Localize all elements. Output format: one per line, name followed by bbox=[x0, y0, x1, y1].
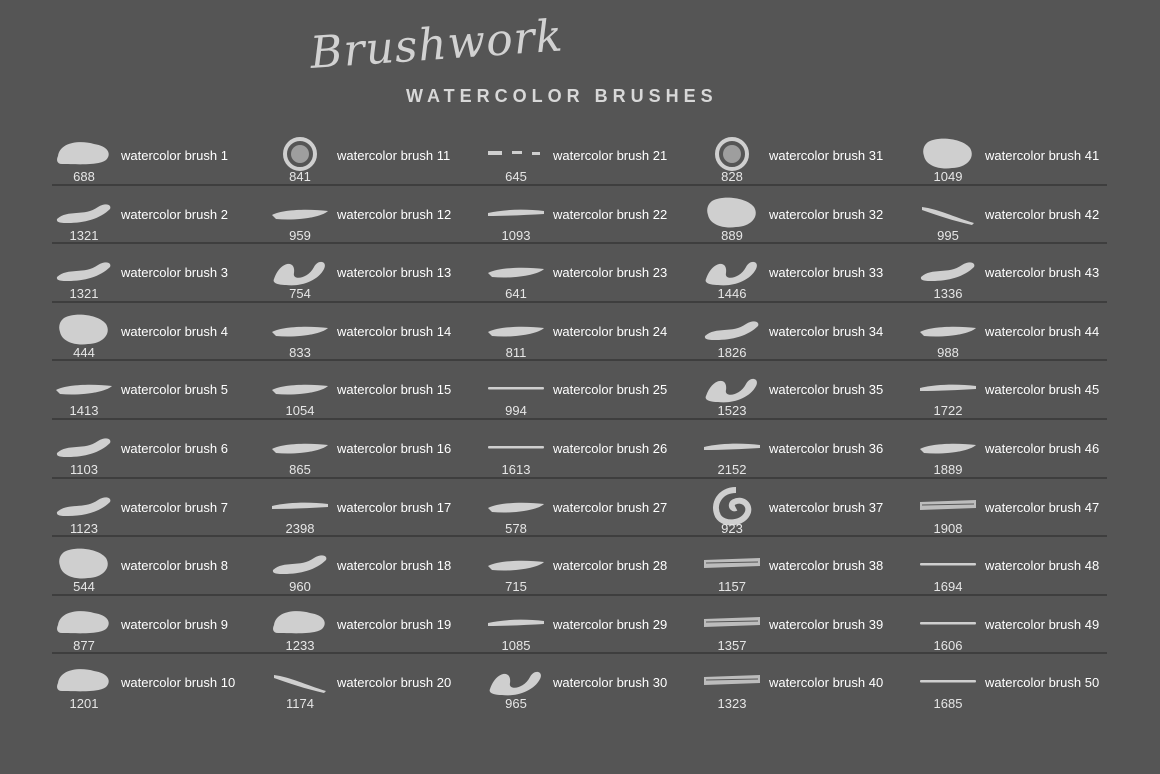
brush-stroke-icon bbox=[270, 251, 330, 291]
brush-size: 923 bbox=[721, 521, 743, 536]
brush-item[interactable] bbox=[918, 427, 1134, 485]
brush-item[interactable] bbox=[54, 544, 270, 602]
brush-item[interactable] bbox=[918, 368, 1134, 426]
brush-name: watercolor brush 25 bbox=[553, 382, 668, 397]
brush-size: 828 bbox=[721, 169, 743, 184]
brush-size: 688 bbox=[73, 169, 95, 184]
brush-name: watercolor brush 10 bbox=[121, 675, 236, 690]
brush-item[interactable] bbox=[702, 486, 918, 544]
brush-item[interactable] bbox=[270, 134, 486, 192]
brush-size: 1908 bbox=[933, 521, 963, 536]
brush-stroke-icon bbox=[486, 310, 546, 350]
brush-stroke-icon bbox=[702, 427, 762, 467]
brush-stroke-icon bbox=[702, 193, 762, 233]
brush-name: watercolor brush 35 bbox=[769, 382, 884, 397]
brush-item[interactable] bbox=[486, 661, 702, 719]
brush-item[interactable] bbox=[54, 603, 270, 661]
brush-stroke-icon bbox=[702, 368, 762, 408]
brush-size: 995 bbox=[937, 228, 959, 243]
brush-name: watercolor brush 27 bbox=[553, 500, 668, 515]
brush-item[interactable] bbox=[54, 251, 270, 309]
brush-name: watercolor brush 33 bbox=[769, 265, 884, 280]
brush-size: 960 bbox=[289, 579, 311, 594]
brush-size: 1103 bbox=[70, 462, 98, 477]
brush-item[interactable] bbox=[486, 310, 702, 368]
brush-size: 1174 bbox=[286, 696, 314, 711]
brush-name: watercolor brush 16 bbox=[337, 441, 452, 456]
brush-item[interactable] bbox=[54, 427, 270, 485]
brush-stroke-icon bbox=[486, 544, 546, 584]
brush-stroke-icon bbox=[702, 310, 762, 350]
brush-stroke-icon bbox=[918, 427, 978, 467]
brush-name: watercolor brush 20 bbox=[337, 675, 452, 690]
brush-size: 1694 bbox=[933, 579, 963, 594]
brush-name: watercolor brush 2 bbox=[121, 207, 228, 222]
brush-item[interactable] bbox=[702, 251, 918, 309]
brush-item[interactable] bbox=[486, 427, 702, 485]
brush-stroke-icon bbox=[702, 603, 762, 643]
brush-stroke-icon bbox=[486, 603, 546, 643]
brush-item[interactable] bbox=[54, 486, 270, 544]
brush-name: watercolor brush 26 bbox=[553, 441, 668, 456]
brush-size: 578 bbox=[505, 521, 527, 536]
brush-stroke-icon bbox=[918, 544, 978, 584]
brush-size: 889 bbox=[721, 228, 743, 243]
brush-size: 1049 bbox=[933, 169, 963, 184]
brush-item[interactable] bbox=[486, 544, 702, 602]
brush-size: 877 bbox=[73, 638, 95, 653]
brush-size: 1336 bbox=[933, 286, 963, 301]
brush-size: 1054 bbox=[285, 403, 315, 418]
brush-name: watercolor brush 5 bbox=[121, 382, 228, 397]
brush-name: watercolor brush 17 bbox=[337, 500, 452, 515]
brush-name: watercolor brush 40 bbox=[769, 675, 884, 690]
brush-size: 1357 bbox=[717, 638, 747, 653]
brush-stroke-icon bbox=[918, 251, 978, 291]
brush-stroke-icon bbox=[54, 193, 114, 233]
brush-item[interactable] bbox=[702, 134, 918, 192]
brush-stroke-icon bbox=[270, 368, 330, 408]
brush-name: watercolor brush 47 bbox=[985, 500, 1100, 515]
brush-item[interactable] bbox=[918, 486, 1134, 544]
brush-item[interactable] bbox=[54, 661, 270, 719]
brush-size: 1093 bbox=[501, 228, 531, 243]
brush-stroke-icon bbox=[918, 603, 978, 643]
brush-item[interactable] bbox=[270, 368, 486, 426]
brush-size: 1323 bbox=[717, 696, 747, 711]
brush-name: watercolor brush 42 bbox=[985, 207, 1100, 222]
brush-name: watercolor brush 29 bbox=[553, 617, 668, 632]
brush-item[interactable] bbox=[702, 310, 918, 368]
brush-name: watercolor brush 28 bbox=[553, 558, 668, 573]
brush-stroke-icon bbox=[270, 427, 330, 467]
brush-name: watercolor brush 4 bbox=[121, 324, 228, 339]
brush-item[interactable] bbox=[270, 544, 486, 602]
brush-stroke-icon bbox=[702, 486, 762, 526]
brush-name: watercolor brush 22 bbox=[553, 207, 668, 222]
brush-name: watercolor brush 49 bbox=[985, 617, 1100, 632]
brush-size: 1321 bbox=[69, 286, 99, 301]
brush-stroke-icon bbox=[270, 134, 330, 174]
brush-name: watercolor brush 39 bbox=[769, 617, 884, 632]
subtitle: WATERCOLOR BRUSHES bbox=[406, 86, 718, 106]
brush-size: 1826 bbox=[717, 345, 747, 360]
brush-stroke-icon bbox=[270, 486, 330, 526]
script-title: Brushwork bbox=[308, 10, 565, 80]
brush-size: 865 bbox=[289, 462, 311, 477]
brush-stroke-icon bbox=[486, 427, 546, 467]
brush-name: watercolor brush 23 bbox=[553, 265, 668, 280]
brush-size: 1613 bbox=[501, 462, 531, 477]
brush-item[interactable] bbox=[270, 486, 486, 544]
brush-size: 645 bbox=[505, 169, 527, 184]
brush-stroke-icon bbox=[54, 661, 114, 701]
brush-size: 444 bbox=[73, 345, 95, 360]
brush-name: watercolor brush 41 bbox=[985, 148, 1100, 163]
brush-name: watercolor brush 1 bbox=[121, 148, 228, 163]
brush-stroke-icon bbox=[918, 193, 978, 233]
brush-name: watercolor brush 13 bbox=[337, 265, 452, 280]
brush-item[interactable] bbox=[270, 193, 486, 251]
brush-stroke-icon bbox=[54, 544, 114, 584]
brush-item[interactable] bbox=[918, 603, 1134, 661]
brush-stroke-icon bbox=[54, 427, 114, 467]
brush-name: watercolor brush 46 bbox=[985, 441, 1100, 456]
brush-item[interactable] bbox=[486, 134, 702, 192]
brush-size: 811 bbox=[505, 345, 527, 360]
brush-size: 2152 bbox=[717, 462, 747, 477]
brush-size: 1523 bbox=[717, 403, 747, 418]
brush-stroke-icon bbox=[54, 486, 114, 526]
brush-item[interactable] bbox=[702, 661, 918, 719]
brush-item[interactable] bbox=[486, 251, 702, 309]
brush-stroke-icon bbox=[54, 251, 114, 291]
brush-item[interactable] bbox=[918, 661, 1134, 719]
brush-item[interactable] bbox=[54, 193, 270, 251]
brush-size: 1157 bbox=[718, 579, 746, 594]
brush-name: watercolor brush 50 bbox=[985, 675, 1100, 690]
brush-name: watercolor brush 3 bbox=[121, 265, 228, 280]
brush-item[interactable] bbox=[702, 427, 918, 485]
brush-stroke-icon bbox=[918, 368, 978, 408]
brush-stroke-icon bbox=[486, 193, 546, 233]
brush-name: watercolor brush 32 bbox=[769, 207, 884, 222]
brush-item[interactable] bbox=[270, 310, 486, 368]
brush-size: 544 bbox=[73, 579, 95, 594]
brush-name: watercolor brush 31 bbox=[769, 148, 884, 163]
brush-size: 988 bbox=[937, 345, 959, 360]
brush-stroke-icon bbox=[486, 251, 546, 291]
brush-size: 841 bbox=[289, 169, 311, 184]
brush-stroke-icon bbox=[918, 661, 978, 701]
brush-item[interactable] bbox=[702, 193, 918, 251]
brush-size: 2398 bbox=[285, 521, 315, 536]
brush-item[interactable] bbox=[270, 661, 486, 719]
brush-size: 965 bbox=[505, 696, 527, 711]
brush-stroke-icon bbox=[270, 544, 330, 584]
brush-size: 1321 bbox=[69, 228, 99, 243]
brush-item[interactable] bbox=[702, 544, 918, 602]
brush-item[interactable] bbox=[918, 544, 1134, 602]
brush-item[interactable] bbox=[270, 427, 486, 485]
brush-stroke-icon bbox=[702, 134, 762, 174]
brush-item[interactable] bbox=[918, 310, 1134, 368]
brush-name: watercolor brush 48 bbox=[985, 558, 1100, 573]
brush-stroke-icon bbox=[486, 486, 546, 526]
brush-item[interactable] bbox=[918, 134, 1134, 192]
brush-name: watercolor brush 14 bbox=[337, 324, 452, 339]
brush-size: 1201 bbox=[69, 696, 99, 711]
brush-stroke-icon bbox=[270, 310, 330, 350]
brush-item[interactable] bbox=[486, 193, 702, 251]
brush-name: watercolor brush 6 bbox=[121, 441, 228, 456]
brush-stroke-icon bbox=[270, 661, 330, 701]
brush-name: watercolor brush 11 bbox=[337, 148, 451, 163]
brush-name: watercolor brush 38 bbox=[769, 558, 884, 573]
brush-name: watercolor brush 45 bbox=[985, 382, 1100, 397]
brush-name: watercolor brush 19 bbox=[337, 617, 452, 632]
brush-name: watercolor brush 34 bbox=[769, 324, 884, 339]
brush-item[interactable] bbox=[486, 486, 702, 544]
brush-size: 1085 bbox=[501, 638, 531, 653]
brush-size: 1889 bbox=[933, 462, 963, 477]
brush-stroke-icon bbox=[486, 134, 546, 174]
brush-stroke-icon bbox=[918, 134, 978, 174]
brush-name: watercolor brush 7 bbox=[121, 500, 228, 515]
brush-size: 959 bbox=[289, 228, 311, 243]
brush-size: 715 bbox=[505, 579, 527, 594]
brush-stroke-icon bbox=[270, 193, 330, 233]
brush-size: 833 bbox=[289, 345, 311, 360]
brush-size: 1413 bbox=[69, 403, 99, 418]
brush-size: 641 bbox=[505, 286, 527, 301]
brush-stroke-icon bbox=[54, 368, 114, 408]
brush-stroke-icon bbox=[918, 486, 978, 526]
brush-name: watercolor brush 15 bbox=[337, 382, 452, 397]
brush-item[interactable] bbox=[270, 251, 486, 309]
brush-stroke-icon bbox=[54, 603, 114, 643]
brush-name: watercolor brush 21 bbox=[553, 148, 668, 163]
brush-name: watercolor brush 30 bbox=[553, 675, 668, 690]
brush-size: 1233 bbox=[285, 638, 315, 653]
brush-size: 1722 bbox=[933, 403, 963, 418]
brush-size: 754 bbox=[289, 286, 311, 301]
brush-name: watercolor brush 44 bbox=[985, 324, 1100, 339]
brush-item[interactable] bbox=[54, 368, 270, 426]
brush-name: watercolor brush 36 bbox=[769, 441, 884, 456]
brush-item[interactable] bbox=[486, 368, 702, 426]
brush-stroke-icon bbox=[702, 251, 762, 291]
brush-item[interactable] bbox=[54, 310, 270, 368]
brush-stroke-icon bbox=[918, 310, 978, 350]
brush-stroke-icon bbox=[486, 368, 546, 408]
brush-size: 1446 bbox=[717, 286, 747, 301]
brush-stroke-icon bbox=[702, 661, 762, 701]
brush-item[interactable] bbox=[486, 603, 702, 661]
brush-item[interactable] bbox=[54, 134, 270, 192]
brush-size: 994 bbox=[505, 403, 527, 418]
brush-size: 1685 bbox=[933, 696, 963, 711]
brush-item[interactable] bbox=[702, 368, 918, 426]
brush-item[interactable] bbox=[918, 251, 1134, 309]
brush-name: watercolor brush 12 bbox=[337, 207, 452, 222]
brush-name: watercolor brush 18 bbox=[337, 558, 452, 573]
brush-name: watercolor brush 8 bbox=[121, 558, 228, 573]
brush-stroke-icon bbox=[54, 310, 114, 350]
brush-name: watercolor brush 9 bbox=[121, 617, 228, 632]
brush-name: watercolor brush 43 bbox=[985, 265, 1100, 280]
brush-stroke-icon bbox=[270, 603, 330, 643]
brush-name: watercolor brush 37 bbox=[769, 500, 884, 515]
brush-stroke-icon bbox=[702, 544, 762, 584]
brush-item[interactable] bbox=[702, 603, 918, 661]
brush-stroke-icon bbox=[54, 134, 114, 174]
brush-item[interactable] bbox=[918, 193, 1134, 251]
brush-item[interactable] bbox=[270, 603, 486, 661]
brush-size: 1123 bbox=[70, 521, 98, 536]
brush-stroke-icon bbox=[486, 661, 546, 701]
brush-size: 1606 bbox=[933, 638, 963, 653]
brush-name: watercolor brush 24 bbox=[553, 324, 668, 339]
